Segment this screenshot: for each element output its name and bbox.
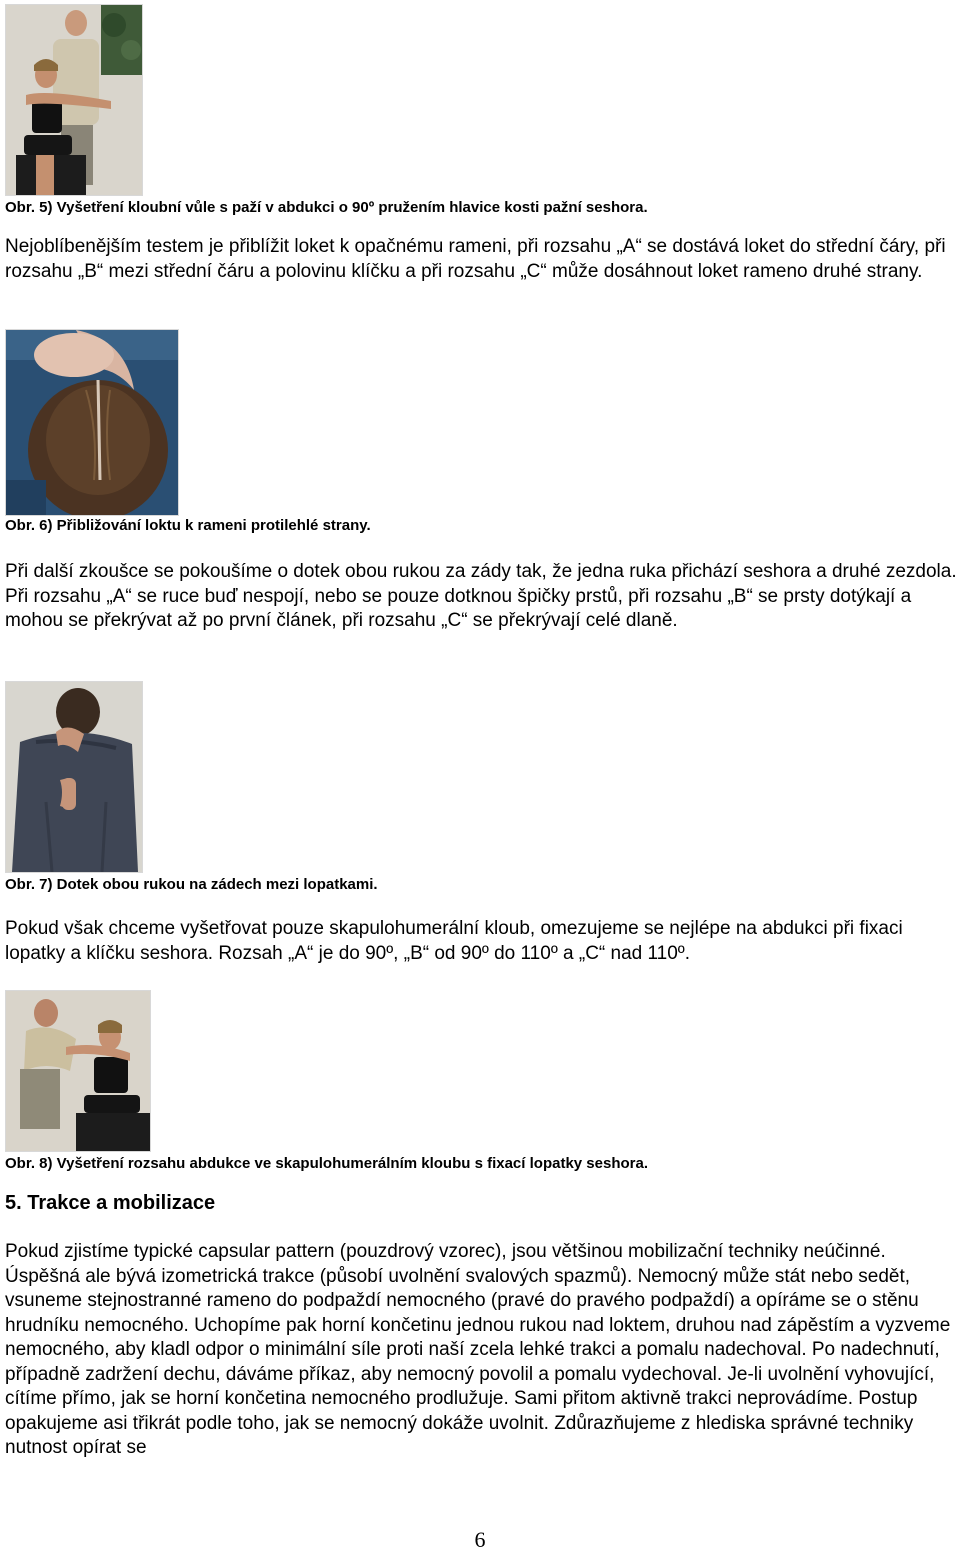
figure-6-photo [5,329,179,516]
figure-caption: Obr. 8) Vyšetření rozsahu abdukce ve skapulohumerálním kloubu s fixací lopatky seshora. [5,1155,648,1172]
paragraph: Pokud však chceme vyšetřovat pouze skapulohumerální kloub, omezujeme se nejlépe na abdukci při fixaci lopatky a klíčku seshora. Rozsah „A“ je do 90º, „B“ od 90º do 110º a „C“ nad 110º. [5,918,903,964]
abduction-exam-photo-icon [6,991,150,1151]
figure-caption: Obr. 6) Přibližování loktu k rameni protilehlé strany. [5,517,371,534]
figure-caption: Obr. 7) Dotek obou rukou na zádech mezi lopatkami. [5,876,378,893]
back-hands-photo-icon [6,682,142,872]
person-exam-photo-icon [6,5,142,195]
figure-caption: Obr. 5) Vyšetření kloubní vůle s paží v abdukci o 90º pružením hlavice kosti pažní seshora. [5,199,648,216]
figure-7-photo [5,681,143,873]
figure-5-photo [5,4,143,196]
head-elbow-photo-icon [6,330,178,515]
paragraph: Při další zkoušce se pokoušíme o dotek obou rukou za zády tak, že jedna ruka přichází seshora a druhé zezdola. Při rozsahu „A“ se ruce buď nespojí, nebo se pouze dotknou špičky prstů, při rozsahu „B“ se prsty dotýkají a mohou se překrývat až po první článek, při rozsahu „C“ se překrývají celé dlaně. [5,561,957,631]
paragraph: Pokud zjistíme typické capsular pattern (pouzdrový vzorec), jsou většinou mobilizační techniky neúčinné. Úspěšná ale bývá izometrická trakce (působí uvolnění svalových spazmů). Nemocný může stát nebo sedět, vsuneme stejnostranné rameno do podpaždí nemocného (pravé do pravého podpaždí) a opíráme se o stěnu hrudníku nemocného. Uchopíme pak horní končetinu jednou rukou nad loktem, druhou nad zápěstím a vyzveme nemocného, aby kladl odpor o minimální síle proti naší zcela lehké trakci a pomalu nadechoval. Po nadechnutí, případně zadržení dechu, dáváme příkaz, aby nemocný povolil a pomalu vydechoval. Je-li uvolnění vyhovující, cítíme přímo, jak se horní končetina nemocného prodlužuje. Sami přitom aktivně trakci neprovádíme. Postup opakujeme asi třikrát podle toho, jak se nemocný dokáže uvolnit. Zdůrazňujeme z hlediska správné techniky nutnost opírat se [5,1241,951,1458]
section-heading: 5. Trakce a mobilizace [5,1192,216,1214]
figure-8-photo [5,990,151,1152]
page-number: 6 [474,1527,486,1552]
paragraph: Nejoblíbenějším testem je přiblížit loket k opačnému rameni, při rozsahu „A“ se dostává loket do střední čáry, při rozsahu „B“ mezi střední čáru a polovinu klíčku a při rozsahu „C“ může dosáhnout loket rameno druhé strany. [5,236,946,282]
